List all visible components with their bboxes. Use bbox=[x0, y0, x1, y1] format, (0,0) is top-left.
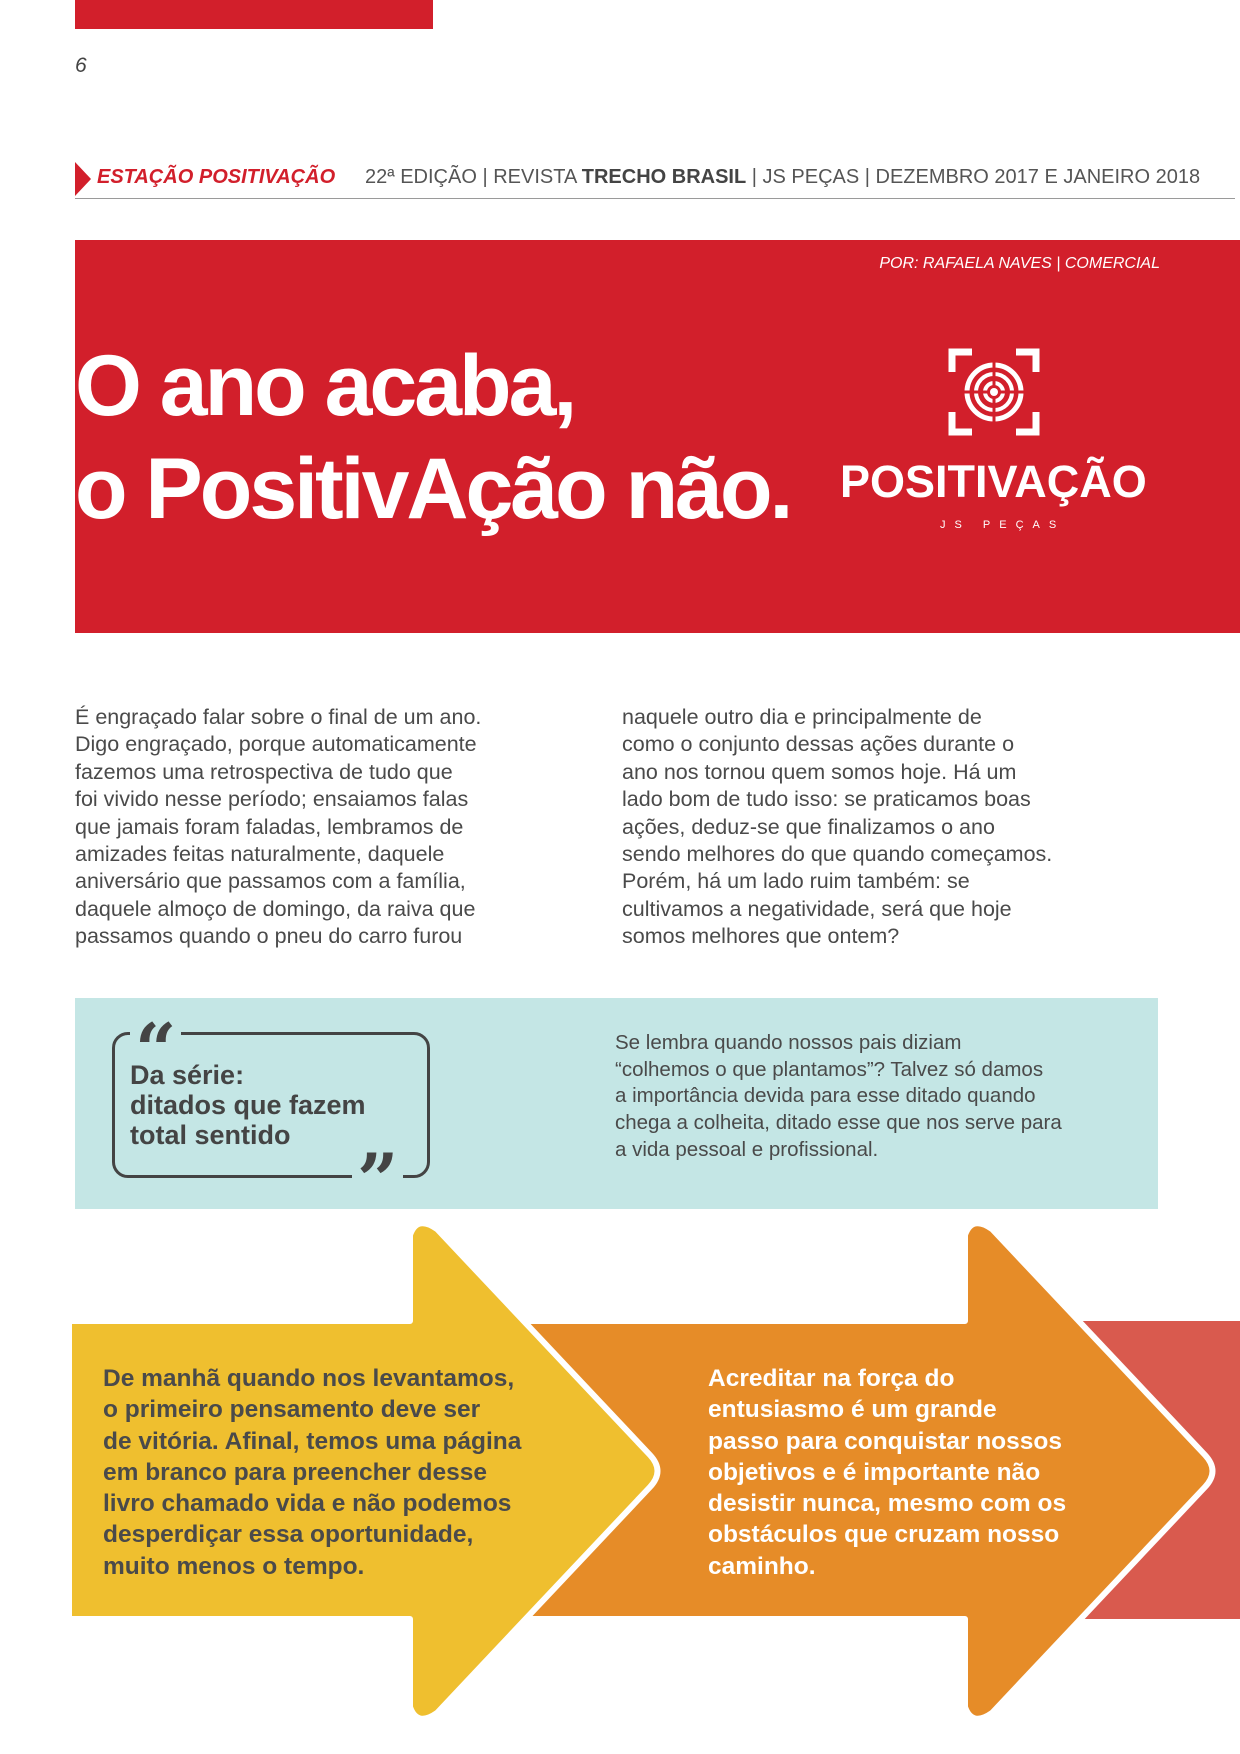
arrow-text-line: de vitória. Afinal, temos uma página bbox=[103, 1427, 522, 1455]
close-quote-icon bbox=[352, 1150, 403, 1192]
orange-arrow-text bbox=[708, 1363, 1108, 1582]
quote-title-line: total sentido bbox=[130, 1120, 291, 1150]
quote-box-line: “colhemos o que plantamos”? Talvez só damos bbox=[615, 1057, 1044, 1081]
article-line: ações, deduz-se que finalizamos o ano bbox=[622, 814, 995, 839]
quote-box-line: a importância devida para esse ditado quando bbox=[615, 1084, 1036, 1108]
article-line: aniversário que passamos com a família, bbox=[75, 869, 466, 894]
arrow-text-line: desistir nunca, mesmo com os bbox=[708, 1490, 1067, 1518]
arrow-text-line: objetivos e é importante não bbox=[708, 1458, 1041, 1486]
article-line: naquele outro dia e principalmente de bbox=[622, 705, 982, 729]
edition-magazine: TRECHO BRASIL bbox=[581, 166, 747, 188]
article-column-2 bbox=[622, 704, 1092, 951]
arrow-text-line: Acreditar na força do bbox=[708, 1365, 955, 1392]
edition-info bbox=[365, 166, 1200, 189]
arrow-text-line: caminho. bbox=[708, 1552, 816, 1580]
article-line: passamos quando o pneu do carro furou bbox=[75, 924, 463, 949]
article-line: lado bom de tudo isso: se praticamos boas bbox=[622, 787, 1031, 812]
article-line: ano nos tornou quem somos hoje. Há um bbox=[622, 759, 1017, 784]
arrow-text-line: entusiasmo é um grande bbox=[708, 1396, 997, 1424]
article-line: foi vivido nesse período; ensaiamos falas bbox=[75, 787, 469, 812]
byline: POR: RAFAELA NAVES | COMERCIAL bbox=[879, 255, 1160, 272]
open-quote-icon bbox=[130, 1020, 181, 1060]
arrow-text-line: o primeiro pensamento deve ser bbox=[103, 1396, 481, 1424]
arrow-text-line: obstáculos que cruzam nosso bbox=[708, 1521, 1060, 1549]
article-line: Digo engraçado, porque automaticamente bbox=[75, 732, 477, 757]
quote-title-line: ditados que fazem bbox=[130, 1090, 366, 1120]
article-line: daquele almoço de domingo, da raiva que bbox=[75, 896, 476, 921]
article-line: sendo melhores do que quando começamos. bbox=[622, 842, 1053, 867]
page-number: 6 bbox=[75, 54, 87, 77]
article-line: somos melhores que ontem? bbox=[622, 924, 900, 949]
edition-prefix: 22ª EDIÇÃO | REVISTA bbox=[365, 166, 582, 188]
article-line: como o conjunto dessas ações durante o bbox=[622, 732, 1015, 757]
quote-box-line: Se lembra quando nossos pais diziam bbox=[615, 1031, 962, 1054]
article-line: que jamais foram faladas, lembramos de bbox=[75, 814, 464, 839]
top-accent-bar bbox=[75, 0, 433, 29]
quote-title bbox=[130, 1060, 366, 1150]
quote-box-line: chega a colheita, ditado esse que nos serve para bbox=[615, 1111, 1062, 1135]
arrow-text-line: muito menos o tempo. bbox=[103, 1552, 365, 1580]
quote-title-line: Da série: bbox=[130, 1060, 245, 1090]
logo-wordmark: POSITIVAÇÃO bbox=[840, 456, 1147, 507]
arrow-text-line: desperdiçar essa oportunidade, bbox=[103, 1521, 474, 1549]
arrow-text-line: livro chamado vida e não podemos bbox=[103, 1490, 512, 1518]
headline-line-1: O ano acaba, bbox=[75, 338, 575, 434]
arrow-text-line: passo para conquistar nossos bbox=[708, 1427, 1062, 1455]
arrow-text-line: De manhã quando nos levantamos, bbox=[103, 1365, 515, 1392]
quote-box-text bbox=[615, 1030, 1105, 1164]
target-icon bbox=[948, 346, 1040, 438]
article-line: É engraçado falar sobre o final de um ano. bbox=[75, 705, 482, 729]
section-arrow-icon bbox=[75, 162, 91, 196]
article-line: cultivamos a negatividade, será que hoje bbox=[622, 896, 1012, 921]
article-line: fazemos uma retrospectiva de tudo que bbox=[75, 759, 453, 784]
logo-subtitle: JS PEÇAS bbox=[940, 519, 1066, 531]
quote-box-line: a vida pessoal e profissional. bbox=[615, 1137, 879, 1161]
headline bbox=[75, 335, 790, 541]
section-name: ESTAÇÃO POSITIVAÇÃO bbox=[97, 166, 336, 188]
article-line: Porém, há um lado ruim também: se bbox=[622, 869, 970, 894]
article-column-1 bbox=[75, 704, 545, 951]
headline-line-2: o PositivAção não. bbox=[75, 441, 791, 537]
article-line: amizades feitas naturalmente, daquele bbox=[75, 842, 445, 867]
yellow-arrow-text bbox=[103, 1363, 573, 1582]
arrow-text-line: em branco para preencher desse bbox=[103, 1458, 488, 1486]
edition-suffix: | JS PEÇAS | DEZEMBRO 2017 E JANEIRO 2018 bbox=[746, 166, 1201, 188]
header-divider bbox=[75, 198, 1235, 199]
